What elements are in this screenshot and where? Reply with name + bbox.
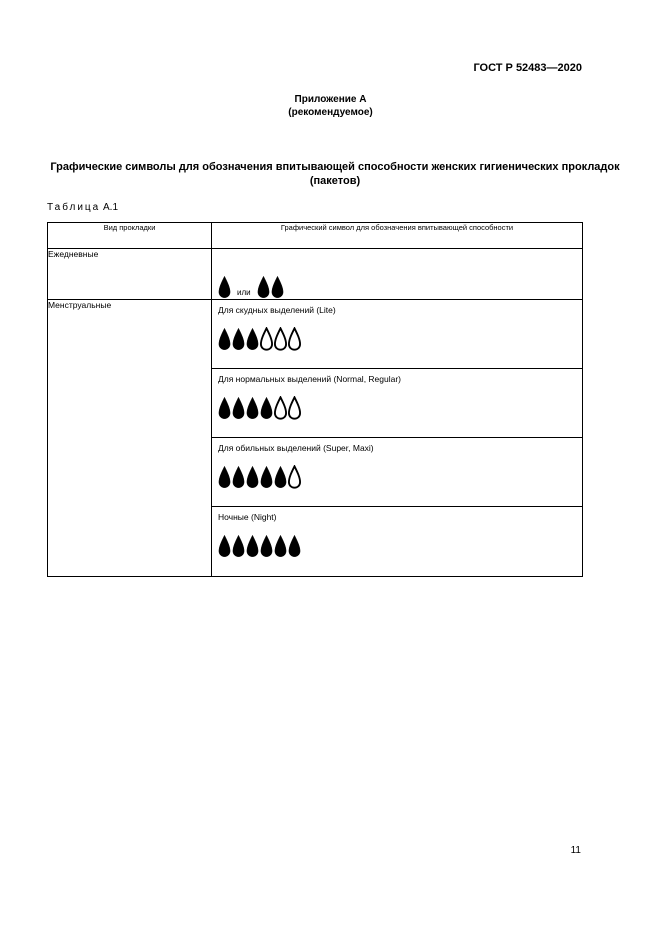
drop-row [218,396,582,420]
table-caption [47,202,118,213]
drop-filled-icon [232,534,245,558]
drop-outline-icon [274,327,287,351]
absorbency-level [212,300,582,369]
drop-filled-icon [260,534,273,558]
appendix-title: Приложение А [294,94,367,105]
drop-filled-icon [288,534,301,558]
drop-filled-icon [260,396,273,420]
drop-outline-icon [260,327,273,351]
table-caption-number: А.1 [103,202,119,213]
cell-type-daily: Ежедневные [48,249,212,300]
drop-filled-icon [246,534,259,558]
table-row-menstrual [48,300,583,577]
absorbency-level-label: Для скудных выделений (Lite) [218,305,336,315]
table-caption-word: Таблица [47,202,101,213]
drop-outline-icon [288,465,301,489]
cell-symbol-daily [212,249,583,300]
table-header-row [48,223,583,249]
drop-filled-icon [218,275,231,299]
drop-group-double [257,275,285,299]
appendix-status: (рекомендуемое) [288,107,373,118]
drop-filled-icon [274,465,287,489]
drop-filled-icon [274,534,287,558]
drop-filled-icon [218,465,231,489]
absorbency-level-label: Ночные (Night) [218,512,277,522]
drop-filled-icon [232,327,245,351]
standard-code: ГОСТ Р 52483—2020 [473,62,582,74]
drop-outline-icon [288,396,301,420]
page-number: 11 [570,845,581,856]
drop-filled-icon [246,327,259,351]
drop-filled-icon [260,465,273,489]
drop-outline-icon [274,396,287,420]
appendix-heading [0,93,661,119]
absorbency-levels [212,300,582,576]
drop-filled-icon [246,465,259,489]
absorbency-table [47,222,583,577]
drop-filled-icon [246,396,259,420]
absorbency-level [212,369,582,438]
drop-filled-icon [218,534,231,558]
drop-row [218,327,582,351]
absorbency-level [212,438,582,507]
drop-group-single [218,275,232,299]
drop-filled-icon [218,396,231,420]
drop-filled-icon [271,275,284,299]
drop-row [218,465,582,489]
col-header-type: Вид прокладки [48,223,212,249]
table-row-daily [48,249,583,300]
absorbency-level-label: Для нормальных выделений (Normal, Regular) [218,374,402,384]
drop-filled-icon [257,275,270,299]
drop-row [218,534,582,558]
cell-type-menstrual: Менструальные [48,300,212,577]
document-title: Графические символы для обозначения впитывающей способности женских гигиенических прокладок (пакетов) [50,161,620,187]
drop-outline-icon [288,327,301,351]
drop-filled-icon [218,327,231,351]
col-header-symbol: Графический символ для обозначения впитывающей способности [212,223,583,249]
or-text: или [237,288,251,297]
cell-symbol-menstrual [212,300,583,577]
absorbency-level [212,507,582,576]
absorbency-level-label: Для обильных выделений (Super, Maxi) [218,443,374,453]
drop-filled-icon [232,465,245,489]
drop-filled-icon [232,396,245,420]
